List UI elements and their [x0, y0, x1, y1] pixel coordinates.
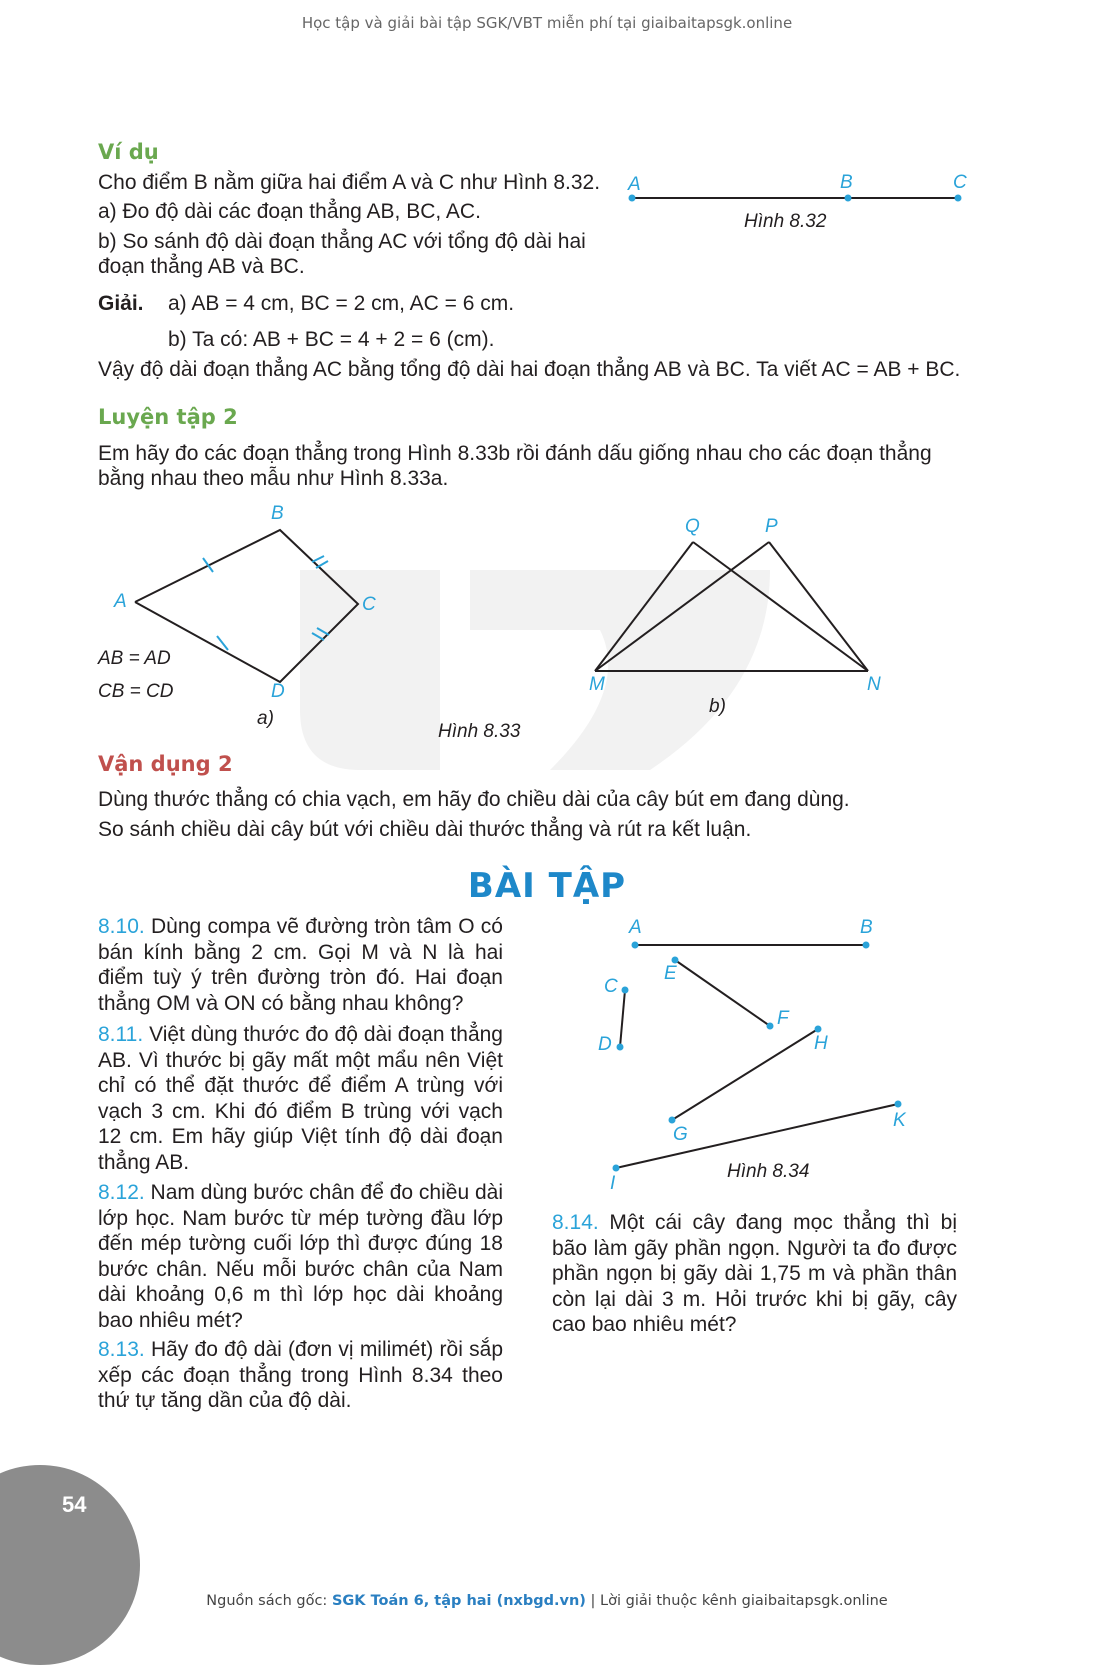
exercise-8-12-number: 8.12.	[98, 1181, 145, 1204]
example-conclusion: Vậy độ dài đoạn thẳng AC bằng tổng độ dài hai đoạn thẳng AB và BC. Ta viết AC = AB + BC.	[98, 358, 961, 381]
figure-8-34	[600, 930, 920, 1180]
fig832-label-b: B	[840, 172, 853, 193]
fig834-label-d: D	[598, 1034, 612, 1055]
footer-suffix: | Lời giải thuộc kênh giaibaitapsgk.online	[585, 1593, 888, 1609]
exercises-title: BÀI TẬP	[467, 866, 627, 906]
example-line-1: Cho điểm B nằm giữa hai điểm A và C như Hình 8.32.	[98, 171, 601, 194]
exercise-8-11-text: Việt dùng thước đo độ dài đoạn thẳng AB. Vì thước bị gãy mất một mẩu nên Việt chỉ có thể đặt thước để điểm A trùng với vạch 3 cm. Khi đó điểm B trùng với vạch 12 cm. Em hãy giúp Việt tính độ dài đoạn thẳng AB.	[98, 1023, 503, 1174]
figure-8-33b	[580, 530, 880, 690]
example-line-4: đoạn thẳng AB và BC.	[98, 255, 305, 278]
exercise-8-13-text: Hãy đo độ dài (đơn vị milimét) rồi sắp xếp các đoạn thẳng trong Hình 8.34 theo thứ tự tăng dần của độ dài.	[98, 1338, 503, 1412]
practice-heading: Luyện tập 2	[98, 405, 238, 429]
page-number: 54	[62, 1492, 87, 1517]
fig833a-label-b: B	[271, 503, 284, 524]
figure-8-33a	[120, 520, 380, 700]
apply-heading: Vận dụng 2	[98, 752, 233, 776]
example-heading: Ví dụ	[98, 140, 159, 164]
fig833a-label-a: A	[114, 591, 127, 612]
page-footer	[0, 1593, 1094, 1609]
fig832-label-c: C	[953, 172, 967, 193]
fig834-label-a: A	[629, 917, 642, 938]
apply-line-1: Dùng thước thẳng có chia vạch, em hãy đo chiều dài của cây bút em đang dùng.	[98, 788, 850, 811]
practice-line-2: bằng nhau theo mẫu như Hình 8.33a.	[98, 467, 449, 490]
fig834-caption: Hình 8.34	[727, 1161, 810, 1182]
exercise-8-12	[98, 1180, 503, 1333]
point-b	[845, 195, 852, 202]
sub-caption-b: b)	[709, 696, 726, 717]
exercise-8-14-text: Một cái cây đang mọc thẳng thì bị bão làm gãy phần ngọn. Người ta đo được phần ngọn bị gãy dài 1,75 m và phần thân còn lại dài 3 m. Hỏi trước khi bị gãy, cây cao bao nhiêu mét?	[552, 1211, 957, 1336]
apply-line-2: So sánh chiều dài cây bút với chiều dài thước thẳng và rút ra kết luận.	[98, 818, 752, 841]
fig833b-label-q: Q	[685, 516, 700, 537]
solution-label: Giải.	[98, 292, 144, 315]
footer-prefix: Nguồn sách gốc:	[206, 1593, 332, 1609]
fig834-label-b: B	[860, 917, 873, 938]
fig834-label-h: H	[814, 1033, 828, 1054]
example-line-3: b) So sánh độ dài đoạn thẳng AC với tổng độ dài hai	[98, 230, 586, 253]
exercise-8-11-number: 8.11.	[98, 1023, 144, 1046]
exercise-8-11	[98, 1022, 503, 1175]
fig834-label-i: I	[610, 1173, 616, 1194]
solution-a: a) AB = 4 cm, BC = 2 cm, AC = 6 cm.	[168, 292, 515, 315]
fig833b-label-m: M	[589, 674, 605, 695]
fig833b-label-n: N	[867, 674, 881, 695]
equality-cb-cd: CB = CD	[98, 681, 174, 702]
fig833a-label-d: D	[271, 681, 285, 702]
exercise-8-13	[98, 1337, 503, 1414]
fig832-caption: Hình 8.32	[744, 211, 827, 232]
fig833-caption: Hình 8.33	[438, 721, 521, 742]
sub-caption-a: a)	[257, 708, 274, 729]
exercise-8-13-number: 8.13.	[98, 1338, 145, 1361]
example-line-2: a) Đo độ dài các đoạn thẳng AB, BC, AC.	[98, 200, 481, 223]
fig833b-label-p: P	[765, 516, 778, 537]
practice-line-1: Em hãy đo các đoạn thẳng trong Hình 8.33b rồi đánh dấu giống nhau cho các đoạn thẳng	[98, 442, 932, 465]
page-header: Học tập và giải bài tập SGK/VBT miễn phí tại giaibaitapsgk.online	[301, 14, 793, 32]
fig834-label-e: E	[664, 963, 677, 984]
point-c	[955, 195, 962, 202]
exercise-8-14-number: 8.14.	[552, 1211, 599, 1234]
footer-source-link[interactable]: SGK Toán 6, tập hai (nxbgd.vn)	[331, 1593, 586, 1609]
fig834-label-c: C	[604, 976, 618, 997]
fig832-label-a: A	[628, 174, 641, 195]
fig834-label-g: G	[673, 1124, 688, 1145]
fig833a-label-c: C	[362, 594, 376, 615]
equality-ab-ad: AB = AD	[98, 648, 171, 669]
exercise-8-10-number: 8.10.	[98, 915, 145, 938]
exercise-8-10-text: Dùng compa vẽ đường tròn tâm O có bán kính bằng 2 cm. Gọi M và N là hai điểm tuỳ ý trên đường tròn đó. Hai đoạn thẳng OM và ON có bằng nhau không?	[98, 915, 503, 1015]
fig834-label-k: K	[893, 1110, 906, 1131]
exercise-8-14	[552, 1210, 957, 1338]
exercise-8-12-text: Nam dùng bước chân để đo chiều dài lớp học. Nam bước từ mép tường đầu lớp đến mép tường cuối lớp thì được đúng 18 bước chân. Nếu mỗi bước chân của Nam dài khoảng 0,6 m thì lớp học dài khoảng bao nhiêu mét?	[98, 1181, 503, 1332]
solution-b: b) Ta có: AB + BC = 4 + 2 = 6 (cm).	[168, 328, 495, 351]
fig834-label-f: F	[777, 1008, 789, 1029]
exercise-8-10	[98, 914, 503, 1016]
